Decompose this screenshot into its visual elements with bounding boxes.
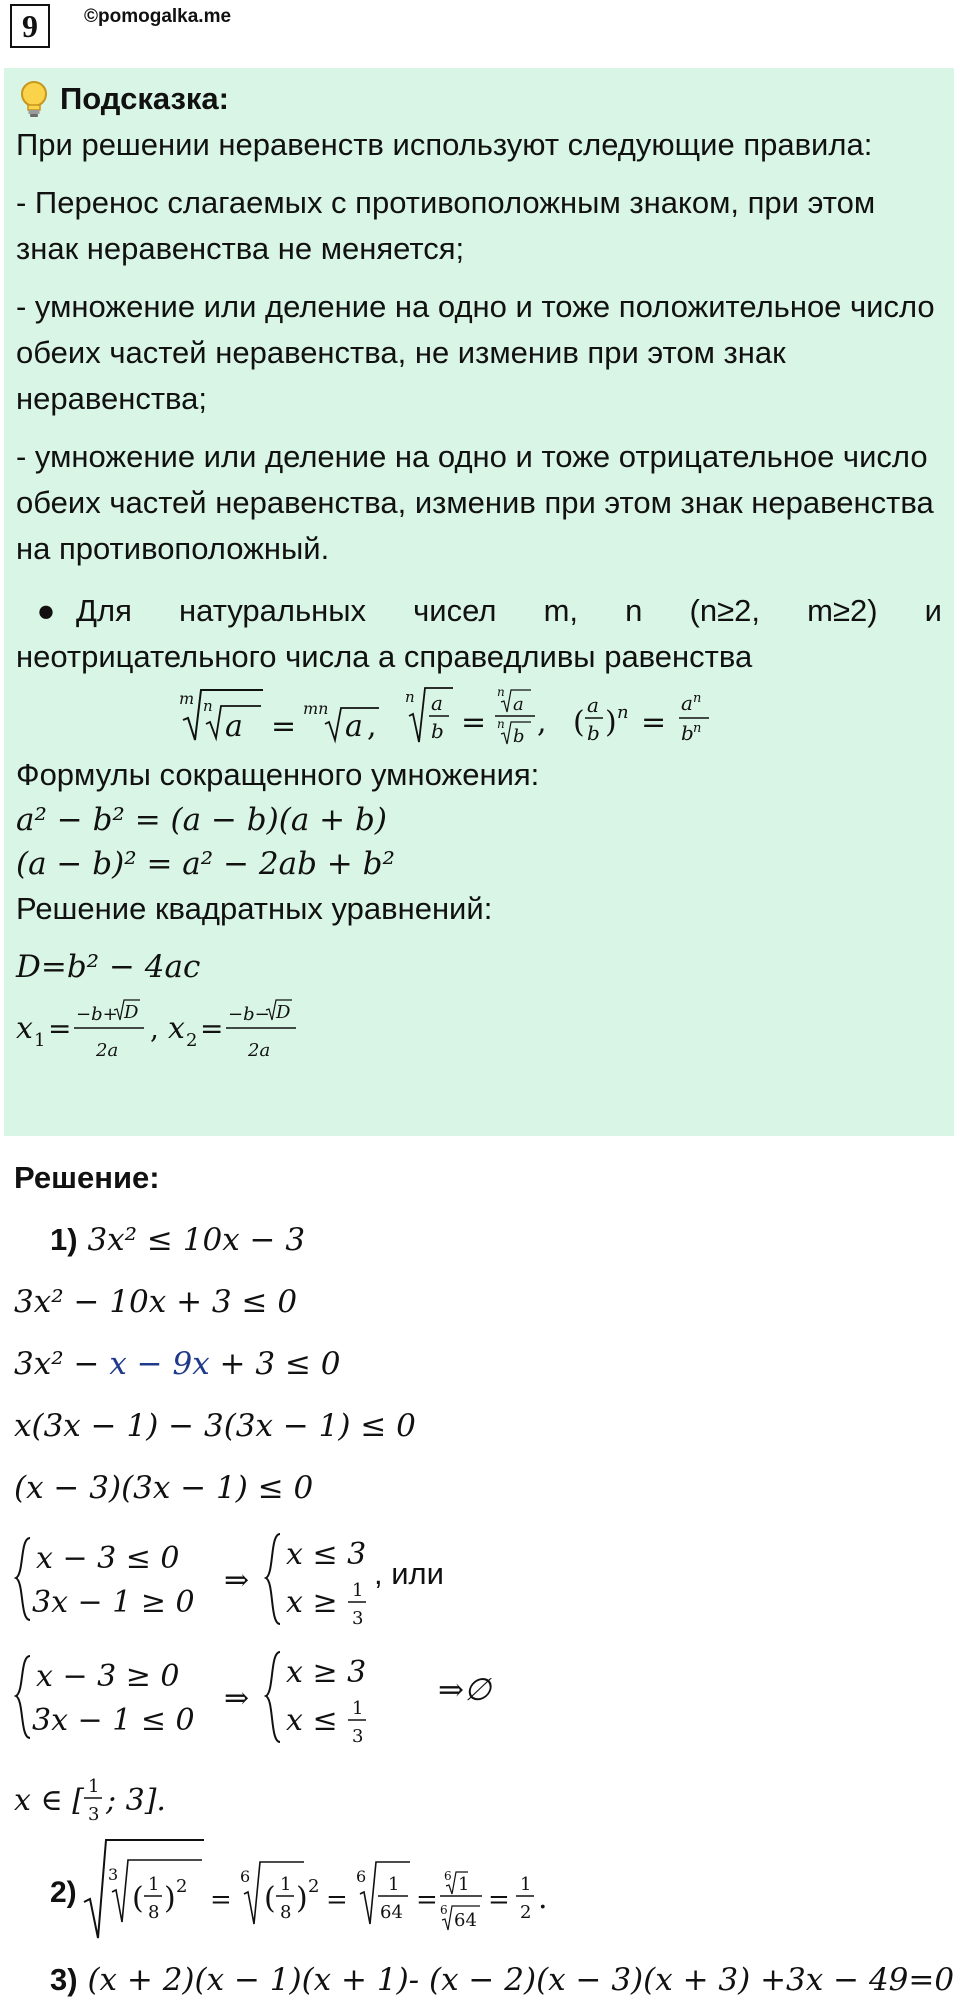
svg-text:2: 2 xyxy=(186,1030,198,1051)
discriminant-formula: D=b² − 4ac xyxy=(16,949,201,985)
svg-text:a: a xyxy=(587,693,599,717)
svg-text:x: x xyxy=(16,1011,33,1046)
svg-text:n: n xyxy=(405,688,415,706)
svg-text:=: = xyxy=(641,705,667,740)
svg-text:1: 1 xyxy=(88,1776,100,1797)
svg-text:,: , xyxy=(367,709,377,744)
svg-text:): ) xyxy=(605,705,617,740)
svg-text:x − 3 ≤ 0: x − 3 ≤ 0 xyxy=(36,1541,180,1576)
item-1-label: 1) xyxy=(50,1222,78,1257)
svg-text:a: a xyxy=(225,709,243,744)
svg-text:1: 1 xyxy=(352,1580,364,1601)
svg-text:6: 6 xyxy=(444,1869,452,1883)
svg-text:3: 3 xyxy=(352,1608,364,1629)
svg-text:D: D xyxy=(124,1002,139,1023)
svg-text:x ≤: x ≤ xyxy=(286,1703,338,1738)
svg-text:a: a xyxy=(431,691,443,715)
svg-text:3: 3 xyxy=(108,1865,119,1884)
svg-text:(: ( xyxy=(573,705,585,740)
svg-text:; 3].: ; 3]. xyxy=(106,1783,166,1818)
svg-text:64: 64 xyxy=(380,1902,403,1923)
svg-text:1: 1 xyxy=(148,1874,160,1895)
svg-text:8: 8 xyxy=(148,1902,160,1923)
system-1 xyxy=(14,1530,534,1630)
hint-rule-2: - умножение или деление на одно и тоже положительное число обеих частей неравенства, не изменив при этом знак неравенства; xyxy=(16,289,935,416)
svg-text:=: = xyxy=(326,1885,348,1915)
svg-text:=: = xyxy=(461,705,487,740)
svg-text:b: b xyxy=(587,721,600,745)
svg-text:D: D xyxy=(276,1002,291,1023)
item-3-equation: (x + 2)(x − 1)(x + 1)- (x − 2)(x − 3)(x + 3) +3x − 49=0 xyxy=(87,1962,955,1998)
svg-text:2): 2) xyxy=(50,1876,77,1909)
svg-text:3x − 1 ≤ 0: 3x − 1 ≤ 0 xyxy=(32,1703,195,1738)
svg-text:x ≥: x ≥ xyxy=(286,1585,338,1620)
svg-text:6: 6 xyxy=(240,1867,251,1886)
svg-text:n: n xyxy=(617,702,629,723)
svg-text:=: = xyxy=(416,1885,438,1915)
svg-text:−b−: −b− xyxy=(228,1004,270,1025)
radical-identities-formula xyxy=(179,684,779,746)
svg-text:a: a xyxy=(513,694,524,715)
svg-text:6: 6 xyxy=(440,1903,448,1917)
svg-text:b: b xyxy=(513,726,525,746)
formulas-heading: Формулы сокращенного умножения: xyxy=(16,757,540,792)
answer-1 xyxy=(14,1764,234,1834)
header xyxy=(0,0,960,66)
svg-text:n: n xyxy=(693,691,702,706)
svg-text:m: m xyxy=(179,689,195,708)
svg-text:mn: mn xyxy=(303,699,329,718)
svg-text:x ≥ 3: x ≥ 3 xyxy=(286,1655,367,1690)
svg-text:b: b xyxy=(681,721,694,745)
task-number: 9 xyxy=(10,4,50,48)
hint-title: Подсказка: xyxy=(60,81,229,116)
svg-text:): ) xyxy=(164,1881,176,1916)
svg-text:8: 8 xyxy=(280,1902,292,1923)
item-3 xyxy=(50,1962,954,1998)
copyright: ©pomogalka.me xyxy=(84,6,232,27)
svg-text:n: n xyxy=(203,697,213,715)
svg-text:=: = xyxy=(271,709,297,744)
empty-set: ⇒∅ xyxy=(438,1672,491,1708)
svg-text:−b+: −b+ xyxy=(76,1004,118,1025)
or-word: , или xyxy=(374,1556,444,1591)
step-3: (x − 3)(3x − 1) ≤ 0 xyxy=(14,1470,314,1506)
svg-text:2a: 2a xyxy=(96,1040,119,1061)
svg-text:b: b xyxy=(431,719,444,743)
step-split: 3x² − x − 9x + 3 ≤ 0 xyxy=(14,1346,341,1382)
svg-text:1: 1 xyxy=(458,1874,470,1895)
svg-text:64: 64 xyxy=(454,1910,477,1931)
formula-square-of-difference: (a − b)² = a² − 2ab + b² xyxy=(16,846,395,882)
item-3-label: 3) xyxy=(50,1962,78,1997)
svg-text:n: n xyxy=(693,721,702,736)
svg-text:=: = xyxy=(210,1885,232,1915)
hint-header xyxy=(16,76,942,122)
step-2: x(3x − 1) − 3(3x − 1) ≤ 0 xyxy=(14,1408,416,1444)
svg-text:2: 2 xyxy=(520,1902,532,1923)
quadratic-roots-formula xyxy=(16,992,416,1064)
item-2 xyxy=(50,1836,650,1946)
bullet-line-2: неотрицательного числа a справедливы равенства xyxy=(16,639,753,674)
svg-text:3: 3 xyxy=(88,1804,100,1825)
step-1-expr: 3x² − 10x + 3 ≤ 0 xyxy=(14,1284,298,1320)
hint-rule-1: - Перенос слагаемых с противоположным знаком, при этом знак неравенства не меняется; xyxy=(16,185,876,266)
svg-text:a: a xyxy=(345,709,363,744)
svg-text:=: = xyxy=(200,1012,224,1045)
svg-text:3: 3 xyxy=(352,1726,364,1747)
svg-text:1: 1 xyxy=(34,1030,46,1051)
item-1 xyxy=(50,1222,305,1258)
svg-text:⇒: ⇒ xyxy=(224,1563,250,1598)
svg-text:.: . xyxy=(538,1881,548,1916)
svg-text:x − 3 ≥ 0: x − 3 ≥ 0 xyxy=(36,1659,180,1694)
svg-text:1: 1 xyxy=(520,1874,532,1895)
svg-text:1: 1 xyxy=(280,1874,292,1895)
svg-text:=: = xyxy=(48,1012,72,1045)
svg-text:2: 2 xyxy=(176,1876,188,1897)
svg-text:x ≤ 3: x ≤ 3 xyxy=(286,1537,367,1572)
bullet-dot: ● xyxy=(36,593,56,628)
svg-text:): ) xyxy=(296,1881,308,1916)
svg-text:x ∈ [: x ∈ [ xyxy=(14,1783,84,1818)
svg-text:⇒: ⇒ xyxy=(224,1681,250,1716)
hint-box xyxy=(4,68,954,1136)
svg-text:x: x xyxy=(168,1011,185,1046)
hint-intro: При решении неравенств используют следующие правила: xyxy=(16,127,873,162)
svg-text:a: a xyxy=(681,691,693,715)
svg-text:(: ( xyxy=(132,1881,144,1916)
item-1-equation: 3x² ≤ 10x − 3 xyxy=(87,1222,306,1258)
svg-text:2a: 2a xyxy=(248,1040,271,1061)
hint-rule-3: - умножение или деление на одно и тоже отрицательное число обеих частей неравенства, изменив при этом знак неравенства на противоположный. xyxy=(16,439,934,566)
svg-text:n: n xyxy=(497,717,505,731)
svg-text:n: n xyxy=(497,685,505,699)
svg-text:3x − 1 ≥ 0: 3x − 1 ≥ 0 xyxy=(32,1585,195,1620)
quadratic-heading: Решение квадратных уравнений: xyxy=(16,891,493,926)
svg-text:,: , xyxy=(150,1012,159,1045)
svg-text:2: 2 xyxy=(308,1876,320,1897)
svg-text:=: = xyxy=(488,1885,510,1915)
formula-difference-of-squares: a² − b² = (a − b)(a + b) xyxy=(16,802,387,838)
bullet-item xyxy=(16,588,942,634)
svg-text:(: ( xyxy=(264,1881,276,1916)
svg-text:1: 1 xyxy=(352,1698,364,1719)
svg-text:6: 6 xyxy=(356,1867,367,1886)
svg-text:,: , xyxy=(537,705,547,740)
solution-title: Решение: xyxy=(14,1160,160,1195)
svg-text:1: 1 xyxy=(388,1874,400,1895)
step-1 xyxy=(14,1284,297,1320)
lightbulb-icon xyxy=(16,79,52,119)
bullet-line-1: Для натуральных чисел m, n (n≥2, m≥2) и xyxy=(76,593,942,628)
